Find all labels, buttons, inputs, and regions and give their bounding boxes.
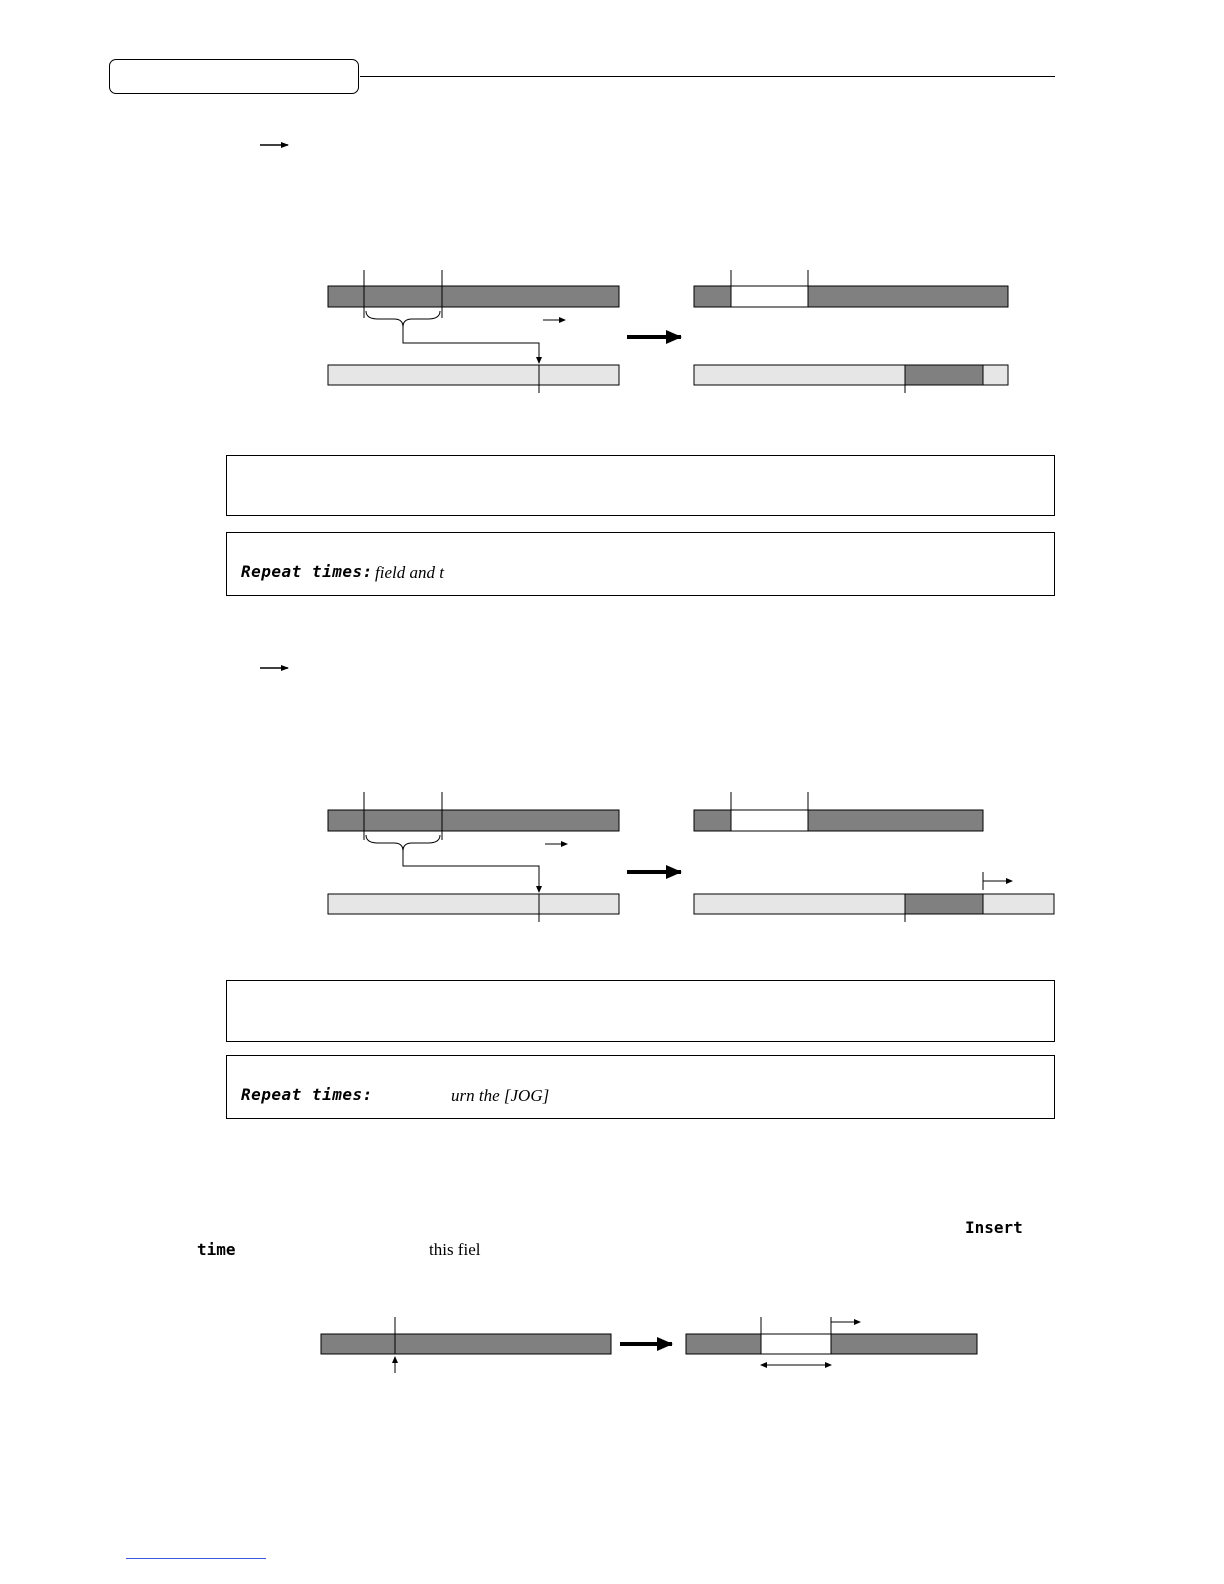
lcd-insert-label: Insert (965, 1218, 1023, 1237)
diagram-copy-after-1 (694, 270, 1008, 393)
note-text: urn the [JOG] (451, 1086, 550, 1105)
lcd-field-label: Repeat times: (241, 562, 373, 581)
diagram-copy-after-2 (694, 792, 1054, 922)
note-box-3 (226, 980, 1055, 1042)
diagram-copy-before-2 (328, 792, 619, 922)
diagram-copy-before-1 (328, 270, 619, 393)
diagram-insert-before (321, 1317, 611, 1373)
diagram-insert-after (686, 1317, 977, 1365)
footer-link-rule[interactable] (126, 1558, 266, 1559)
body-text: this fiel (429, 1240, 481, 1259)
note-box-1 (226, 455, 1055, 516)
lcd-time-label: time (197, 1240, 236, 1259)
note-box-4 (226, 1055, 1055, 1119)
note-box-2 (226, 532, 1055, 596)
note-text: field and t (375, 563, 444, 582)
lcd-field-label: Repeat times: (241, 1085, 373, 1104)
